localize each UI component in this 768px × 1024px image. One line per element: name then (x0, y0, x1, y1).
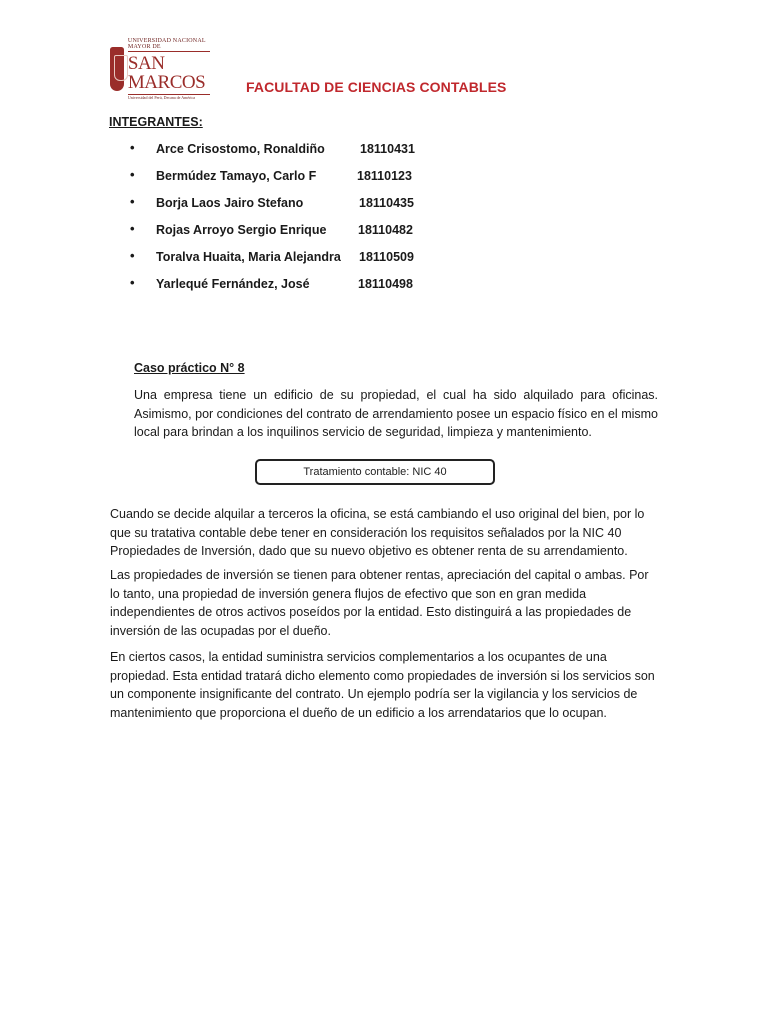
paragraph: En ciertos casos, la entidad suministra servicios complementarios a los ocupantes de una propiedad. Esta entidad tratará dicho elemento como propiedades de inversión si los servicios son un componente insignificante del contrato. Un ejemplo podría ser la vigilancia y los servicios de mantenimiento que proporciona el dueño de un edificio a los arrendatarios que lo ocupan. (110, 650, 655, 720)
member-code: 18110498 (358, 277, 413, 291)
university-logo (110, 38, 210, 100)
bullet-icon: • (130, 140, 135, 155)
paragraph: Las propiedades de inversión se tienen para obtener rentas, apreciación del capital o ambas. Por lo tanto, una propiedad de inversión genera flujos de efectivo que son en gran medida independientes de otros activos poseídos por la entidad. Esto distinguirá a las propiedades de inversión de las ocupadas por el dueño. (110, 568, 649, 638)
member-code: 18110509 (359, 250, 414, 264)
member-code: 18110482 (358, 223, 413, 237)
case-text: Una empresa tiene un edificio de su propiedad, el cual ha sido alquilado para oficinas. Asimismo, por condiciones del contrato de arrendamiento posee un espacio físico en el mismo local para brindan a los inquilinos servicio de seguridad, limpieza y mantenimiento. (134, 388, 658, 439)
case-title: Caso práctico N° 8 (134, 361, 245, 375)
member-code: 18110123 (357, 169, 412, 183)
member-name: Toralva Huaita, Maria Alejandra (156, 250, 341, 264)
bullet-icon: • (130, 221, 135, 236)
member-code: 18110435 (359, 196, 414, 210)
university-seal-icon (110, 47, 124, 91)
member-name: Arce Crisostomo, Ronaldiño (156, 142, 325, 156)
tratamiento-box (255, 459, 495, 485)
bullet-icon: • (130, 194, 135, 209)
logo-top-text: UNIVERSIDAD NACIONAL MAYOR DE (128, 38, 210, 52)
member-name: Rojas Arroyo Sergio Enrique (156, 223, 327, 237)
tratamiento-label: Tratamiento contable: NIC 40 (303, 466, 447, 478)
logo-main-text: SAN MARCOS (127, 53, 206, 93)
faculty-title: FACULTAD DE CIENCIAS CONTABLES (246, 79, 507, 95)
member-name: Borja Laos Jairo Stefano (156, 196, 304, 210)
bullet-icon: • (130, 275, 135, 290)
logo-sub-text: Universidad del Perú, Decana de América (128, 94, 210, 100)
member-name: Yarlequé Fernández, José (156, 277, 310, 291)
bullet-icon: • (130, 167, 135, 182)
paragraph: Cuando se decide alquilar a terceros la oficina, se está cambiando el uso original del bien, por lo que su tratativa contable debe tener en consideración los requisitos señalados por la NIC 40 Propiedades de Inversión, dado que su nuevo objetivo es obtener renta de su arrendamiento. (110, 507, 645, 558)
member-code: 18110431 (360, 142, 415, 156)
bullet-icon: • (130, 248, 135, 263)
logo-text (128, 38, 210, 100)
member-name: Bermúdez Tamayo, Carlo F (156, 169, 317, 183)
members-heading: INTEGRANTES: (109, 115, 203, 129)
